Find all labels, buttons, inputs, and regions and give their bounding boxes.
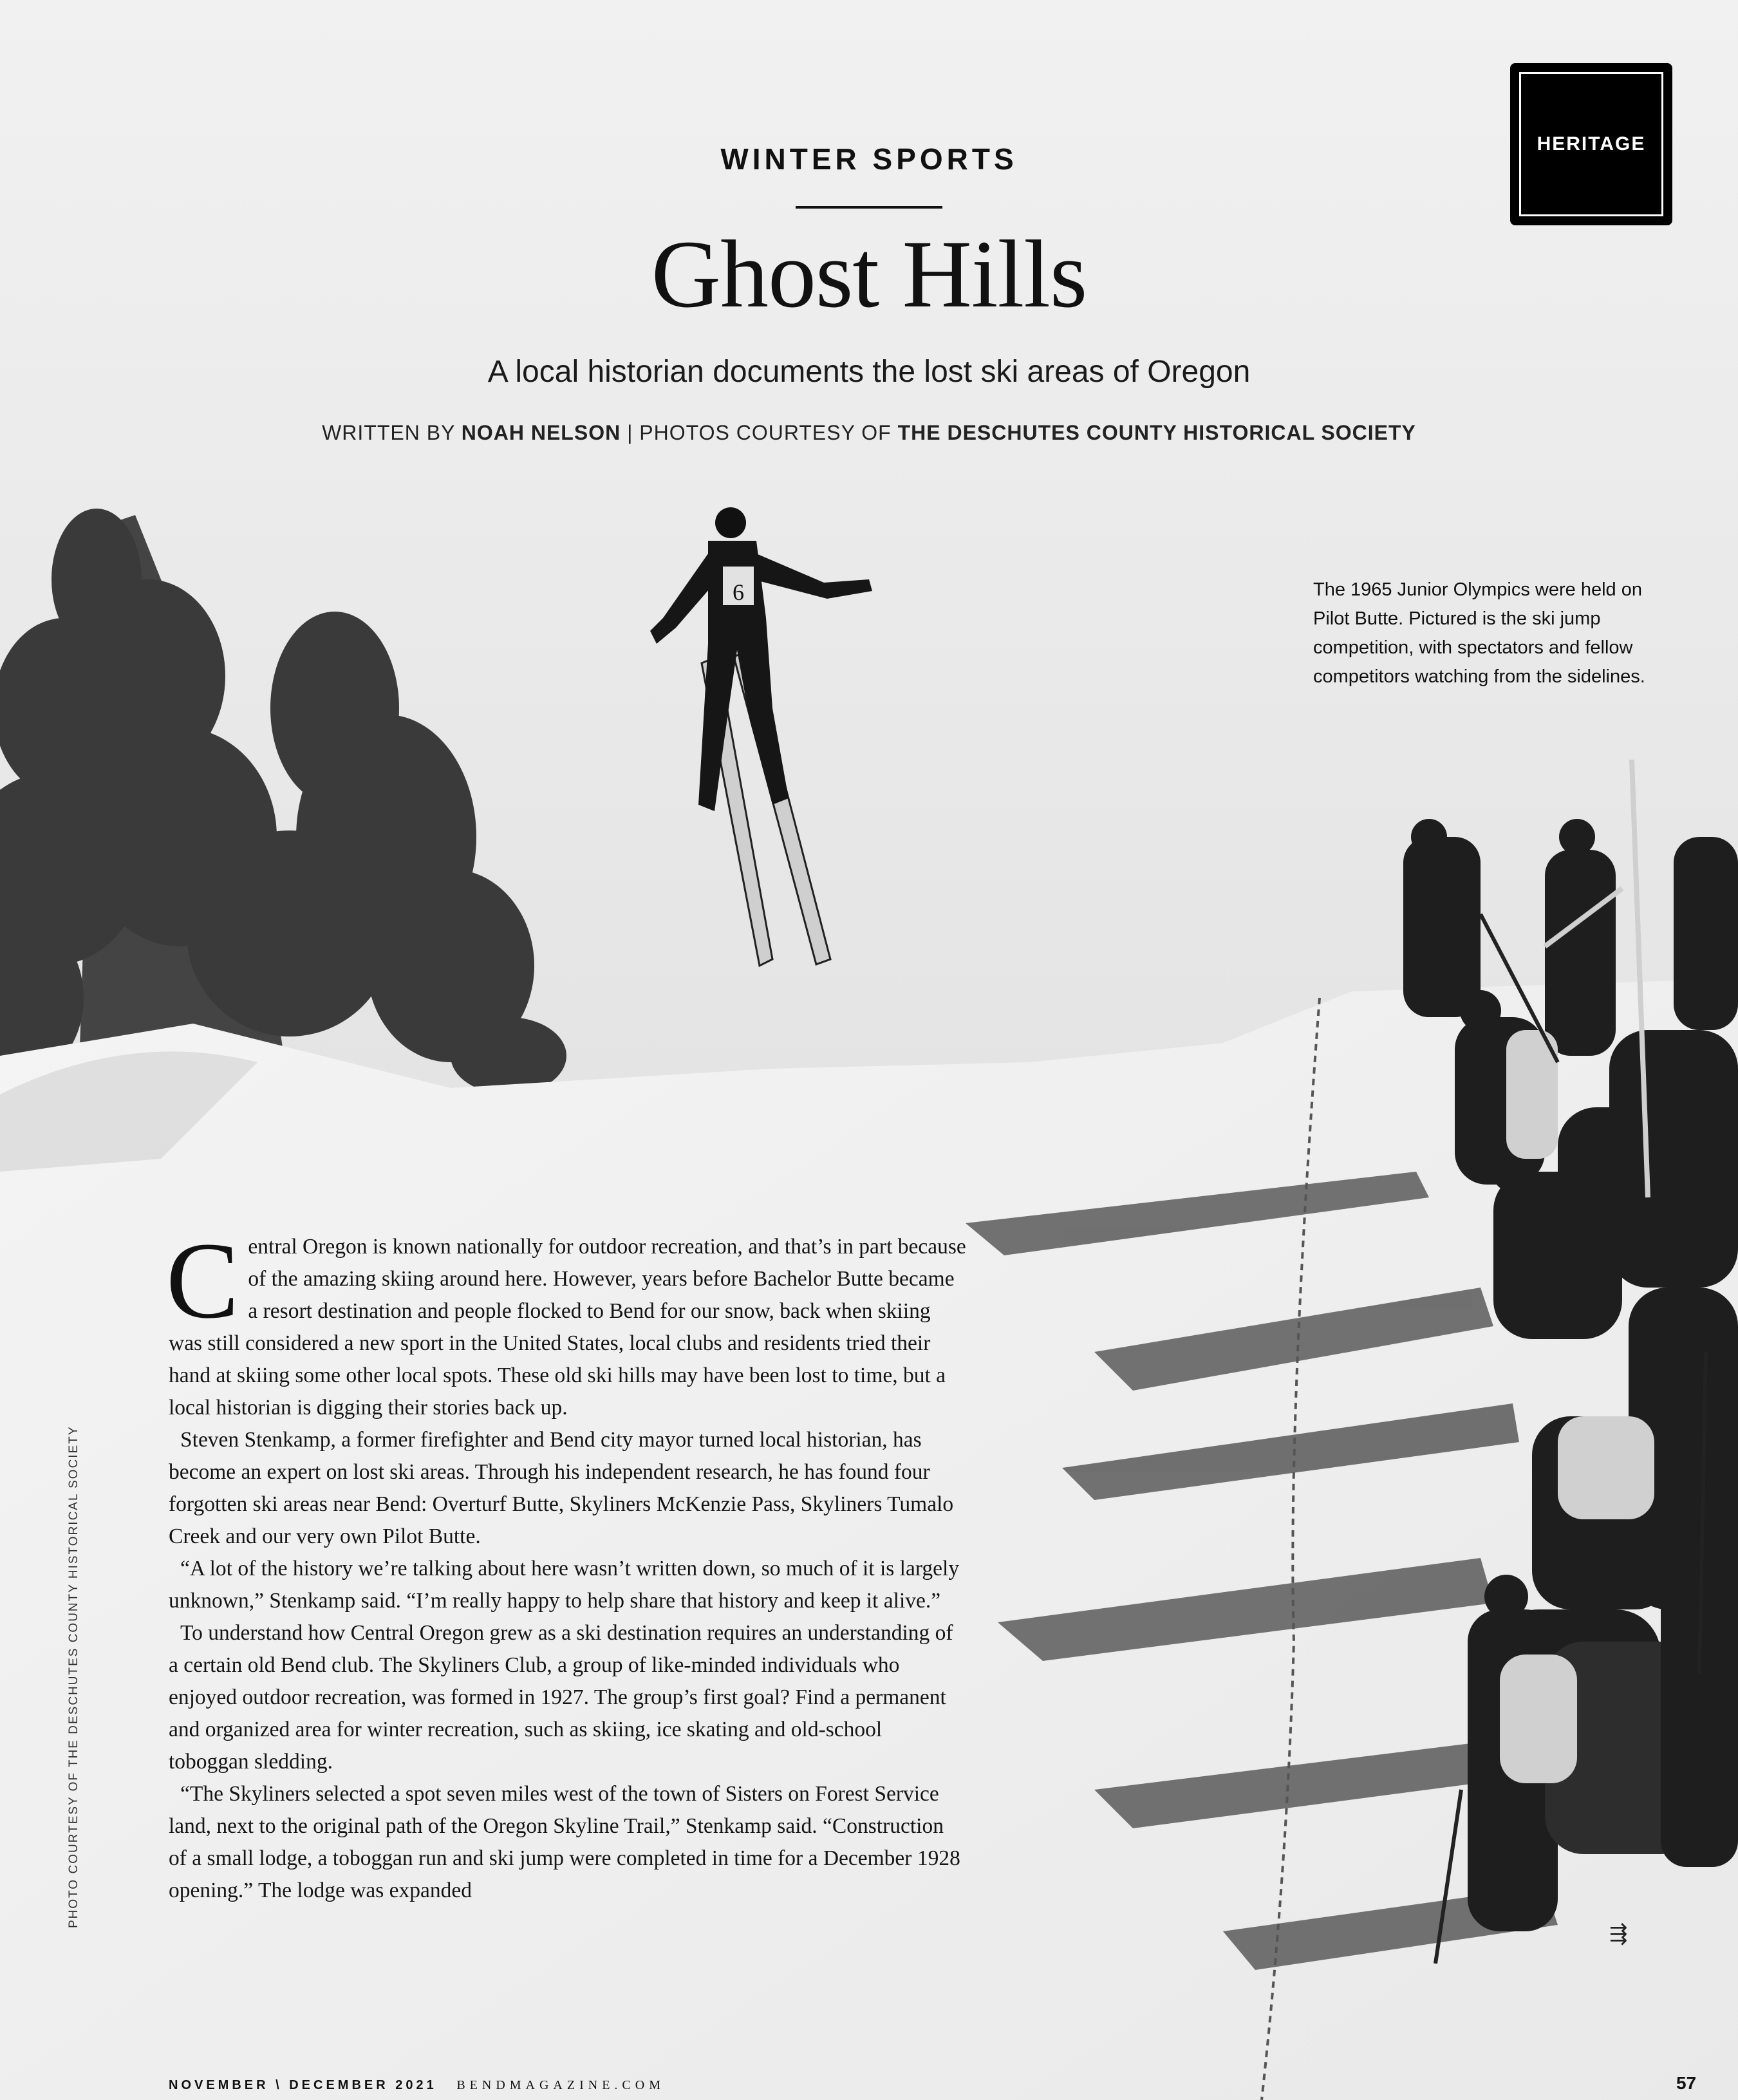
article-title: Ghost Hills [651,221,1087,328]
photo-caption: The 1965 Junior Olympics were held on Pilot Butte. Pictured is the ski jump competition, with spectators and fellow competitors watching from the sidelines. [1313,579,1645,687]
section-label: WINTER SPORTS [720,142,1018,176]
byline-photos-prefix: | PHOTOS COURTESY OF [627,421,892,444]
drop-cap: C [166,1220,239,1341]
page-footer [169,2078,665,2093]
title-divider [796,206,942,209]
article-subtitle: A local historian documents the lost ski areas of Oregon [487,355,1251,389]
article-paragraph: “The Skyliners selected a spot seven miles west of the town of Sisters on Forest Service land, next to the original path of the Oregon Skyline Trail,” Stenkamp said. “Construction of a small lodge, a toboggan run and ski jump were completed in time for a December 1928 opening.” The lodge was expanded [169,1782,960,1902]
byline-author: NOAH NELSON [461,421,621,444]
bib-number: 6 [733,579,744,605]
photo-side-credit: PHOTO COURTESY OF THE DESCHUTES COUNTY HISTORICAL SOCIETY [67,1425,80,1928]
article-paragraph: Steven Stenkamp, a former firefighter and Bend city mayor turned local historian, has become an expert on lost ski areas. Through his independent research, he has found four forgotten ski areas near Bend: Overturf Butte, Skyliners McKenzie Pass, Skyliners Tumalo Creek and our very own Pilot Butte. [169,1428,954,1548]
article-paragraph [166,1220,967,1424]
heritage-badge-label: HERITAGE [1537,133,1646,155]
page-number: 57 [1676,2073,1697,2093]
article-paragraph: To understand how Central Oregon grew as a ski destination requires an understanding of a certain old Bend club. The Skyliners Club, a group of like-minded individuals who enjoyed outdoor recreation, was formed in 1927. The group’s first goal? Find a permanent and organized area for winter recreation, such as skiing, ice skating and old-school toboggan sledding. [169,1621,953,1774]
byline-photos-credit: THE DESCHUTES COUNTY HISTORICAL SOCIETY [897,421,1416,444]
footer-site: BENDMAGAZINE.COM [456,2078,665,2092]
footer-issue: NOVEMBER \ DECEMBER 2021 [169,2078,437,2092]
article-paragraph: “A lot of the history we’re talking about here wasn’t written down, so much of it is largely unknown,” Stenkamp said. “I’m really happy to help share that history and keep it alive.” [169,1557,960,1613]
heritage-badge-frame [1519,72,1663,216]
heritage-badge [1510,63,1672,225]
article-body [166,1220,967,1907]
byline-written-prefix: WRITTEN BY [322,421,455,444]
article-paragraph-text: entral Oregon is known nationally for outdoor recreation, and that’s in part because of the amazing skiing around here. However, years before Bachelor Butte became a resort destination and people flocked to Bend for our snow, back when skiing was still considered a new sport in the United States, local clubs and residents tried their hand at skiing some other local spots. These old ski hills may have been lost to time, but a local historian is digging their stories back up. [169,1235,966,1420]
byline [0,421,1738,445]
continue-arrow-icon: ⇶ [1609,1921,1628,1947]
